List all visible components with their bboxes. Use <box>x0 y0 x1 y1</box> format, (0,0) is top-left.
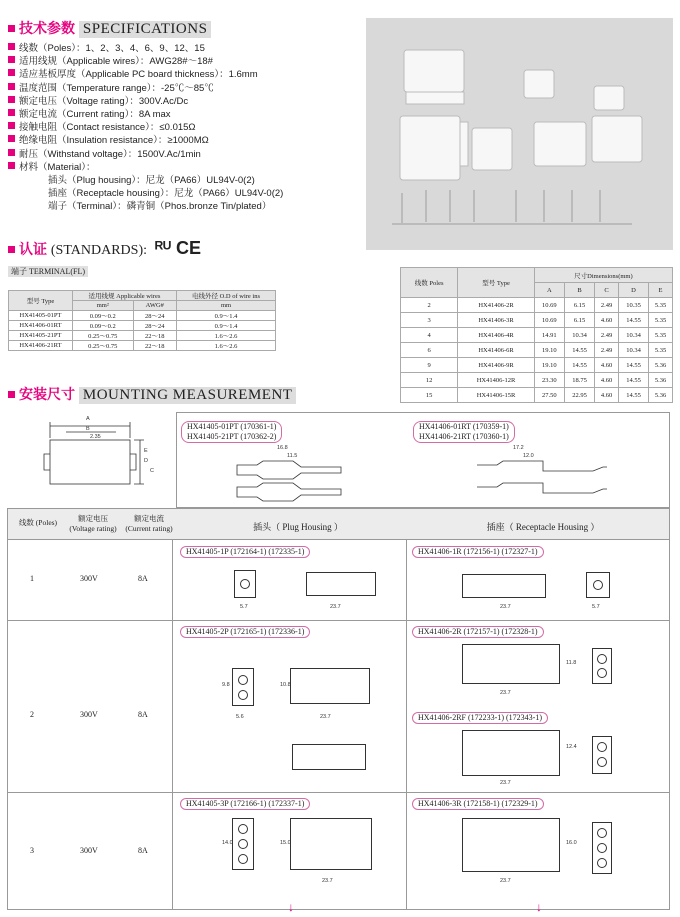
table-row: 2 HX41406-2R 10.69 6.15 2.49 10.35 5.35 <box>401 298 673 313</box>
table-row: 6 HX41406-6R 19.10 14.55 2.49 10.34 5.35 <box>401 343 673 358</box>
spec-line: 插头（Plug housing）：尼龙（PA66）UL94V-0(2) <box>48 175 255 187</box>
plug-3p-front-drawing <box>232 818 254 870</box>
arrow-down-icon: ↓ <box>536 900 542 914</box>
plug-2p-front-drawing <box>232 668 254 706</box>
recept-1r-tag: HX41406-1R (172156-1) (172327-1) <box>412 546 544 558</box>
spec-line: 线数（Poles）：1、2、3、4、6、9、12、15 <box>8 42 283 55</box>
plug-3p-tag: HX41405-3P (172166-1) (172337-1) <box>180 798 310 810</box>
dimensions-table: 线数 Poles 型号 Type 尺寸Dimensions(mm) A B C D E 2 HX41406-2R 10.69 6.15 2.49 10.35 5.35 3 HX41406-3R 10.69 6.15 4.60 14.55 5.35 4 HX41406-4R 14.91 10.34 2.49 10.34 5.35 6 HX41406-6R 19.10 14.55 2.49 10.34 5.35 9 HX41406-9R 19.10 14.55 4.60 14.55 5.36 12 HX41406-12R 23.30 18.75 4.60 14.55 5.36 15 HX41406-15R 27.50 22.95 4.60 14.55 5.36 <box>400 267 673 403</box>
specs-title-cn: 技术参数 <box>19 20 75 36</box>
terminal-drawings: HX41405-01PT (170361-1) HX41405-21PT (170362-2) HX41406-01RT (170359-1) HX41406-21RT (170360-1) 16.8 11.5 17.2 12.0 <box>176 412 670 508</box>
spec-line: 额定电压（Voltage rating）：300V.Ac/Dc <box>8 95 283 108</box>
standards-title: 认证 (STANDARDS): ᴿᵁ CE <box>8 238 201 259</box>
recept-2r-side-drawing <box>462 644 560 684</box>
row-1-voltage: 300V <box>80 574 98 583</box>
arrow-down-icon: ↓ <box>288 900 294 914</box>
table-row: HX41405-01PT 0.09～0.2 28～24 0.9～1.4 <box>9 311 276 321</box>
terminal-label: 端子 TERMINAL(FL) <box>8 266 88 277</box>
plug-2p-bottom-drawing <box>292 744 366 770</box>
recept-2r-front-drawing <box>592 648 612 684</box>
product-photo <box>366 18 673 250</box>
spec-line: 接触电阻（Contact resistance）：≤0.015Ω <box>8 121 283 134</box>
spec-line: 温度范围（Temperature range）：-25℃～85℃ <box>8 82 283 95</box>
spec-line: 适应基板厚度（Applicable PC board thickness）：1.6mm <box>8 68 283 81</box>
receptacle-terminal-icon <box>467 447 617 503</box>
table-row: 3 HX41406-3R 10.69 6.15 4.60 14.55 5.35 <box>401 313 673 328</box>
spec-line: 材料（Material）： <box>8 161 283 174</box>
spec-line: 端子（Terminal）：磷青铜（Phos.bronze Tin/plated） <box>48 201 272 213</box>
recept-3r-tag: HX41406-3R (172158-1) (172329-1) <box>412 798 544 810</box>
table-row: HX41406-21RT 0.25～0.75 22～18 1.6～2.6 <box>9 341 276 351</box>
row-3-current: 8A <box>138 846 148 855</box>
row-2-current: 8A <box>138 710 148 719</box>
row-3-voltage: 300V <box>80 846 98 855</box>
table-row: HX41406-01RT 0.09～0.2 28～24 0.9～1.4 <box>9 321 276 331</box>
recept-2rf-tag: HX41406-2RF (172233-1) (172343-1) <box>412 712 548 724</box>
table-row: 4 HX41406-4R 14.91 10.34 2.49 10.34 5.35 <box>401 328 673 343</box>
row-3-poles: 3 <box>30 846 34 855</box>
spec-line: 适用线规（Applicable wires）：AWG28#～18# <box>8 55 283 68</box>
recept-3r-front-drawing <box>592 822 612 874</box>
mounting-title: 安装尺寸 MOUNTING MEASUREMENT <box>8 384 296 404</box>
spec-line: 插座（Receptacle housing）：尼龙（PA66）UL94V-0(2) <box>48 188 284 200</box>
recept-3r-side-drawing <box>462 818 560 872</box>
terminal-left-tag: HX41405-01PT (170361-1) HX41405-21PT (170362-2) <box>181 421 282 443</box>
row-1-current: 8A <box>138 574 148 583</box>
table-row: 15 HX41406-15R 27.50 22.95 4.60 14.55 5.36 <box>401 388 673 403</box>
row-2-voltage: 300V <box>80 710 98 719</box>
recept-2rf-front-drawing <box>592 736 612 774</box>
table-row: 9 HX41406-9R 19.10 14.55 4.60 14.55 5.36 <box>401 358 673 373</box>
specs-title <box>8 18 211 38</box>
specs-title-en: SPECIFICATIONS <box>79 21 212 38</box>
mounting-table-header: 线数 (Poles) 额定电压 (Voltage rating) 额定电流 (Current rating) 插头（ Plug Housing ） 插座（ Receptacle Housing ） <box>7 508 670 540</box>
specs-list <box>8 42 283 214</box>
row-2-poles: 2 <box>30 710 34 719</box>
plug-1p-tag: HX41405-1P (172164-1) (172335-1) <box>180 546 310 558</box>
plug-1p-side-drawing <box>306 572 376 596</box>
plug-1p-front-drawing <box>234 570 256 598</box>
spec-line: 耐压（Withstand voltage）：1500V.Ac/1min <box>8 148 283 161</box>
table-row: 12 HX41406-12R 23.30 18.75 4.60 14.55 5.36 <box>401 373 673 388</box>
spec-line: 绝缘电阻（Insulation resistance）：≥1000MΩ <box>8 134 283 147</box>
plug-3p-side-drawing <box>290 818 372 870</box>
plug-2p-tag: HX41405-2P (172165-1) (172336-1) <box>180 626 310 638</box>
plug-2p-side-drawing <box>290 668 370 704</box>
recept-1r-side-drawing <box>462 574 546 598</box>
row-1-poles: 1 <box>30 574 34 583</box>
receptacle-outline-drawing: A B 2.35 E D C <box>30 412 170 498</box>
table-row: HX41405-21PT 0.25～0.75 22～18 1.6～2.6 <box>9 331 276 341</box>
recept-2rf-side-drawing <box>462 730 560 776</box>
spec-line: 额定电流（Current rating）：8A max <box>8 108 283 121</box>
connectors-photo-icon <box>366 18 673 250</box>
ul-ce-marks-icon: ᴿᵁ CE <box>154 238 201 258</box>
terminal-table: 型号 Type 适用线规 Applicable wires 电线外径 O.D of wire ins mm² AWG# mm HX41405-01PT 0.09～0.2 28～24 0.9～1.4 HX41406-01RT 0.09～0.2 28～24 0.9～1.4 HX41405-21PT 0.25～0.75 22～18 1.6～2.6 HX41406-21RT 0.25～0.75 22～18 1.6～2.6 <box>8 290 276 351</box>
recept-1r-front-drawing <box>586 572 610 598</box>
terminal-right-tag: HX41406-01RT (170359-1) HX41406-21RT (170360-1) <box>413 421 515 443</box>
recept-2r-tag: HX41406-2R (172157-1) (172328-1) <box>412 626 544 638</box>
